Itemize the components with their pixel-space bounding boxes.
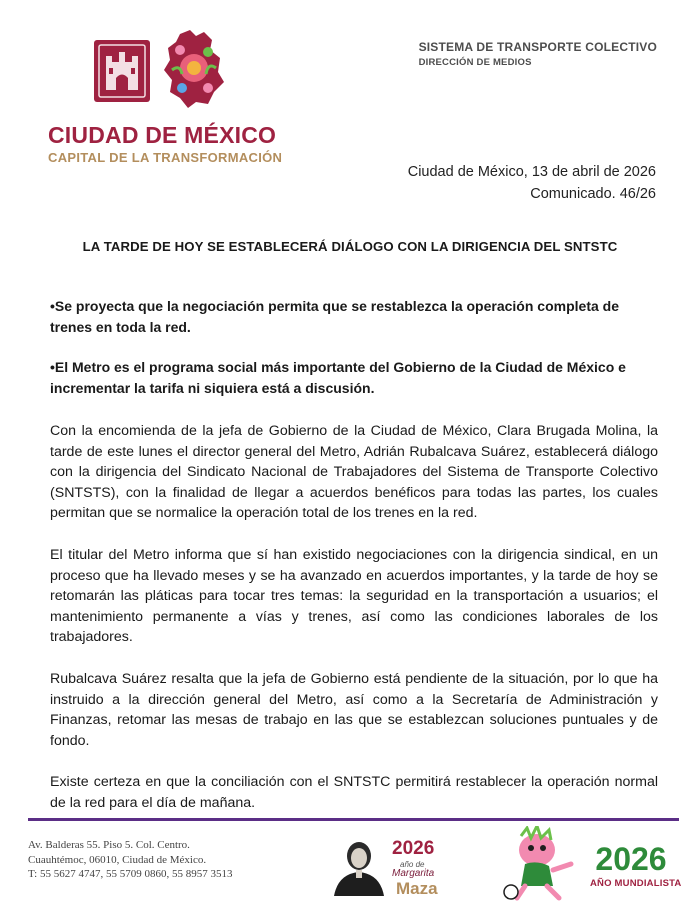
- organization-block: [419, 40, 657, 68]
- dateline: [408, 161, 656, 205]
- letterhead: [0, 0, 700, 230]
- highlight-bullet-2: •El Metro es el programa social más importante del Gobierno de la Ciudad de México e incrementar la tarifa ni siquiera está a discusión.: [50, 359, 626, 396]
- release-number: Comunicado. 46/26: [530, 186, 656, 202]
- department-name: DIRECCIÓN DE MEDIOS: [418, 57, 532, 68]
- logo-title: CIUDAD DE MÉXICO: [48, 122, 277, 148]
- world-cup-mascot-icon: [497, 826, 581, 902]
- highlight-bullet-1: •Se proyecta que la negociación permita que se restablezca la operación completa de trenes en toda la red.: [50, 298, 619, 335]
- margarita-maza-year: 2026: [392, 838, 435, 859]
- address-line-1: Av. Balderas 55. Piso 5. Col. Centro.: [28, 839, 190, 851]
- body-paragraph-3: Rubalcava Suárez resalta que la jefa de Gobierno está pendiente de la situación, por lo que ha instruido a la dirección general del Metro, así como a la Secretaría de Administración y Finanzas, retomar las mesas de trabajo en las que se establezcan soluciones puntuales y de fondo.: [50, 670, 658, 749]
- release-body: [50, 296, 658, 835]
- margarita-maza-first-name: Margarita: [392, 868, 435, 879]
- world-cup-label: AÑO MUNDIALISTA: [590, 878, 682, 889]
- phone-numbers: T: 55 5627 4747, 55 5709 0860, 55 8957 3513: [28, 868, 233, 880]
- press-release-headline: LA TARDE DE HOY SE ESTABLECERÁ DIÁLOGO CON LA DIRIGENCIA DEL SNTSTC: [82, 239, 618, 254]
- footer-address: [28, 838, 232, 882]
- address-line-2: Cuauhtémoc, 06010, Ciudad de México.: [28, 853, 207, 866]
- body-paragraph-1: Con la encomienda de la jefa de Gobierno de la Ciudad de México, Clara Brugada Molina, la tarde de este lunes el director general del Metro, Adrián Rubalcava Suárez, establecerá diálogo con la dirigencia del Sindicato Nacional de Trabajadores del Sistema de Transporte Colectivo (SNTSTS), con la finalidad de llegar a acuerdos benéficos para todas las partes, los cuales permitan que se normalice la operación total de los trenes en la red.: [50, 423, 658, 522]
- body-paragraph-4: Existe certeza en que la conciliación con el SNTSTC permitirá restablecer la operación normal de la red para el día de mañana.: [50, 774, 658, 811]
- margarita-maza-anio: año de: [400, 860, 425, 869]
- flower-heart-icon: [160, 26, 228, 110]
- body-paragraph-2: El titular del Metro informa que sí han existido negociaciones con la dirigencia sindical, en un proceso que ha llevado meses y se ha avanzado en acuerdos importantes, y la tarde de hoy se retomarán las pláticas para tocar tres temas: la seguridad en la transportación a usuarios; el mantenimiento permanente a vías y trenes, así como las condiciones laborales de los trabajadores.: [50, 546, 658, 646]
- world-cup-2026-logo: [583, 842, 679, 876]
- margarita-maza-portrait-icon: [330, 836, 388, 896]
- logo-subtitle: CAPITAL DE LA TRANSFORMACIÓN: [48, 150, 283, 165]
- margarita-maza-last-name: Maza: [396, 879, 438, 898]
- organization-name: SISTEMA DE TRANSPORTE COLECTIVO: [418, 40, 657, 54]
- world-cup-year: 2026: [595, 842, 667, 876]
- date-place: Ciudad de México, 13 de abril de 2026: [407, 164, 656, 180]
- footer-divider: [28, 818, 679, 821]
- cdmx-emblem-icon: [92, 38, 152, 104]
